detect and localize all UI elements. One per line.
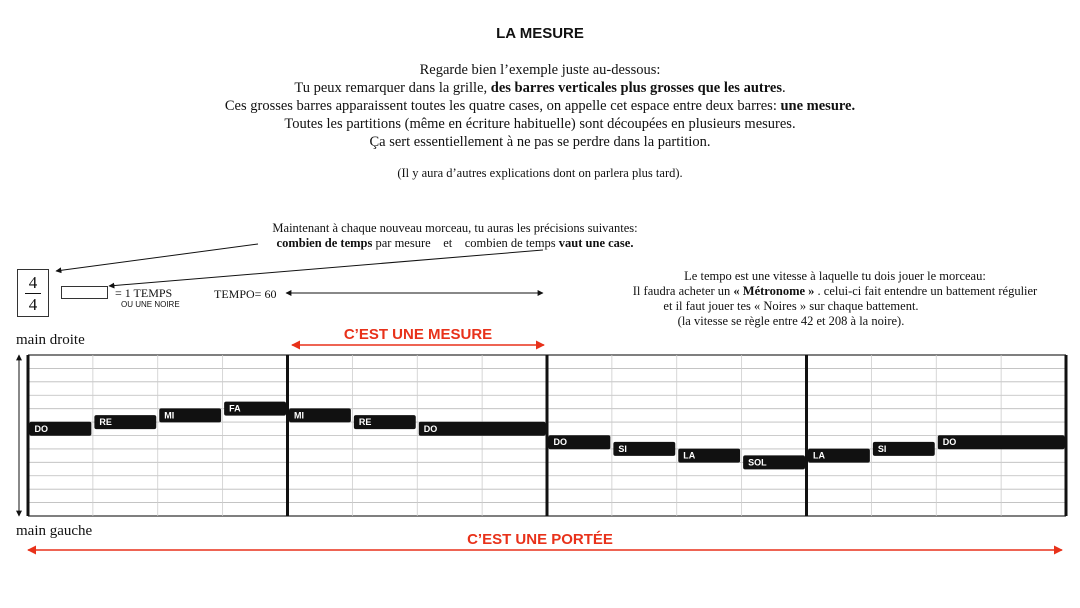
note-label: FA — [229, 403, 241, 414]
note — [808, 449, 870, 463]
time-signature-top: 4 — [28, 273, 38, 292]
intro-note: (Il y aura d’autres explications dont on parlera plus tard). — [397, 166, 683, 180]
tempo-label: TEMPO= 60 — [214, 287, 277, 301]
intro-line-3: Ces grosses barres apparaissent toutes les quatre cases, on appelle cet espace entre deux barres: une mesure. — [224, 98, 856, 114]
note-label: LA — [813, 450, 825, 461]
portee-label: C’EST UNE PORTÉE — [467, 531, 613, 548]
note — [289, 408, 351, 422]
right-hand-label: main droite — [16, 332, 85, 348]
left-hand-label: main gauche — [16, 523, 93, 539]
note — [678, 449, 740, 463]
note-block — [938, 435, 1065, 449]
precisions-line-2: combien de temps par mesure et combien de temps vaut une case. — [276, 236, 634, 250]
arrow-to-time-signature — [56, 244, 258, 271]
note-label: DO — [34, 423, 48, 434]
note — [743, 455, 805, 469]
note-label: DO — [553, 437, 567, 448]
note — [354, 415, 416, 429]
note — [94, 415, 156, 429]
note — [159, 408, 221, 422]
note-label: DO — [942, 437, 957, 448]
note — [419, 422, 546, 436]
note-label: SI — [618, 443, 627, 454]
note — [938, 435, 1065, 449]
note-label: SOL — [748, 457, 767, 468]
note-label: RE — [99, 417, 112, 428]
tempo-text-1: Le tempo est une vitesse à laquelle tu dois jouer le morceau: — [684, 269, 986, 283]
note — [873, 442, 935, 456]
note-label: LA — [683, 450, 696, 461]
grid — [28, 355, 1066, 516]
precisions-line-1: Maintenant à chaque nouveau morceau, tu auras les précisions suivantes: — [272, 221, 638, 235]
note-label: DO — [423, 423, 438, 434]
intro-line-4: Toutes les partitions (même en écriture habituelle) sont découpées en plusieurs mesures. — [284, 116, 796, 132]
time-signature-bottom: 4 — [28, 295, 38, 314]
note — [224, 402, 286, 416]
note — [30, 422, 92, 436]
intro-line-2: Tu peux remarquer dans la grille, des barres verticales plus grosses que les autres. — [294, 80, 786, 96]
mesure-label: C’EST UNE MESURE — [343, 326, 493, 343]
intro-line-5: Ça sert essentiellement à ne pas se perdre dans la partition. — [369, 134, 711, 150]
note — [549, 435, 611, 449]
note-label: RE — [358, 417, 372, 428]
tempo-text-4: (la vitesse se règle entre 42 et 208 à la noire). — [677, 314, 905, 328]
note-block — [419, 422, 546, 436]
tempo-text-2: Il faudra acheter un « Métronome » . celui-ci fait entendre un battement régulier — [632, 284, 1038, 298]
intro-line-1: Regarde bien l’exemple juste au-dessous: — [419, 62, 661, 78]
legend-temps: = 1 TEMPS — [115, 286, 173, 300]
legend-noire: OU UNE NOIRE — [121, 300, 180, 309]
note — [613, 442, 675, 456]
page-title: LA MESURE — [496, 25, 584, 42]
note-label: MI — [294, 410, 304, 421]
tempo-text-3: et il faut jouer tes « Noires » sur chaque battement. — [663, 299, 919, 313]
note-label: SI — [877, 443, 887, 454]
note-label: MI — [164, 410, 175, 421]
